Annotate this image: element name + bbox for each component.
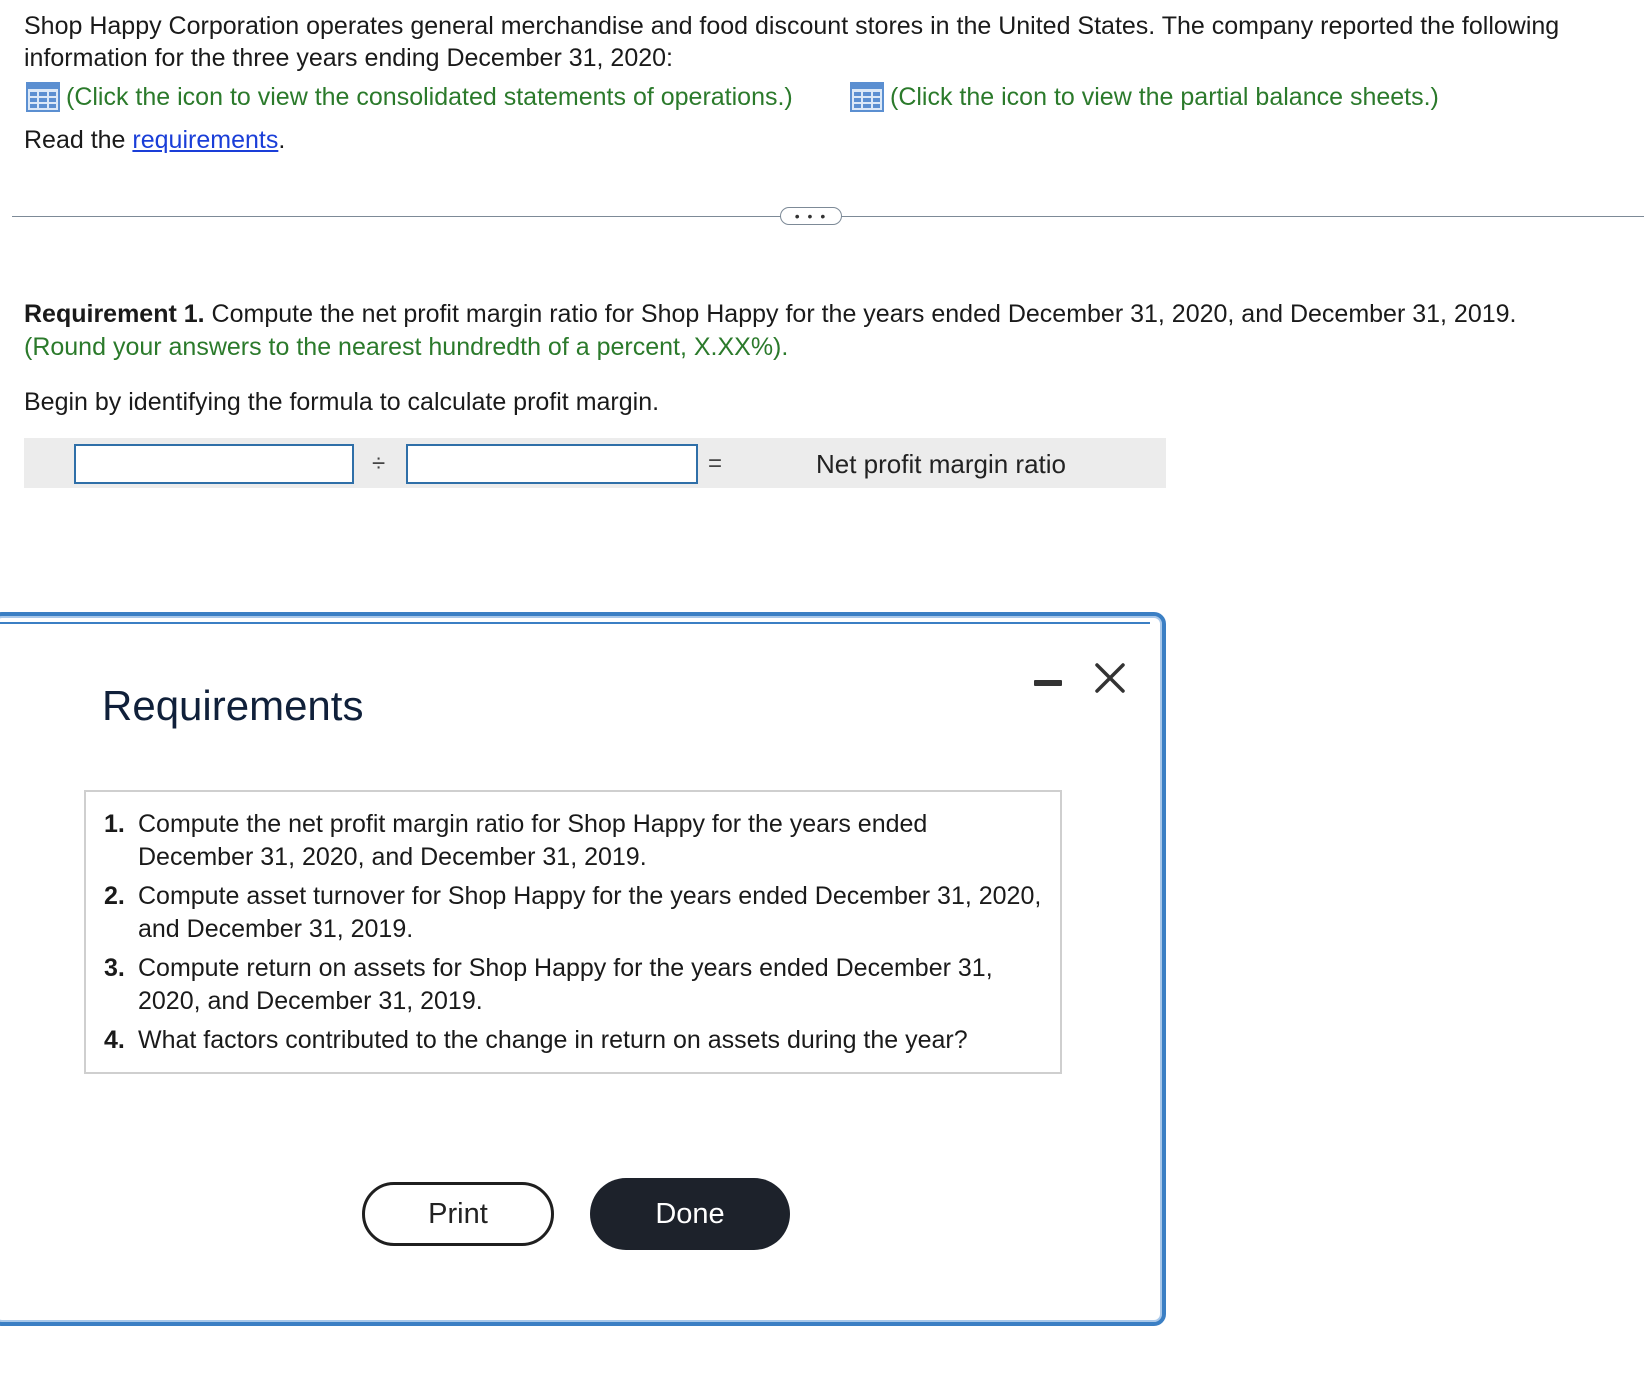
formula-denominator-input[interactable] bbox=[406, 444, 698, 484]
close-button[interactable] bbox=[1092, 660, 1128, 696]
list-item bbox=[104, 1024, 1042, 1057]
read-prefix: Read the bbox=[24, 126, 133, 154]
requirements-modal bbox=[0, 612, 1166, 1326]
done-button[interactable]: Done bbox=[590, 1178, 790, 1250]
list-item-text: What factors contributed to the change in return on assets during the year? bbox=[138, 1026, 968, 1054]
requirement-1-body: Compute the net profit margin ratio for Shop Happy for the years ended December 31, 2020, and December 31, 2019. bbox=[204, 300, 1517, 328]
list-item-text: Compute asset turnover for Shop Happy for the years ended December 31, 2020, and December 31, 2019. bbox=[138, 882, 1042, 943]
expand-more-button[interactable]: • • • bbox=[780, 207, 842, 225]
list-item-number: 1. bbox=[104, 810, 125, 838]
intro-text: Shop Happy Corporation operates general merchandise and food discount stores in the United States. The company reported the following information for the three years ending December 31, 2020: bbox=[24, 12, 1560, 72]
list-item bbox=[104, 880, 1042, 946]
list-item-number: 4. bbox=[104, 1026, 125, 1054]
equals-symbol: = bbox=[708, 450, 723, 477]
requirements-list bbox=[104, 808, 1042, 1057]
rounding-instruction: (Round your answers to the nearest hundredth of a percent, X.XX%). bbox=[24, 333, 789, 361]
requirement-1-text bbox=[24, 298, 1634, 364]
operations-link-text[interactable]: (Click the icon to view the consolidated statements of operations.) bbox=[66, 82, 793, 111]
read-requirements-line bbox=[24, 126, 285, 155]
list-item-text: Compute the net profit margin ratio for Shop Happy for the years ended December 31, 2020, and December 31, 2019. bbox=[138, 810, 928, 871]
list-item-number: 2. bbox=[104, 882, 125, 910]
minimize-icon[interactable] bbox=[1034, 680, 1062, 686]
list-item-text: Compute return on assets for Shop Happy for the years ended December 31, 2020, and December 31, 2019. bbox=[138, 954, 993, 1015]
divide-symbol: ÷ bbox=[372, 450, 386, 477]
balance-sheets-link-text[interactable]: (Click the icon to view the partial balance sheets.) bbox=[890, 82, 1439, 111]
list-item bbox=[104, 952, 1042, 1018]
minimize-button[interactable] bbox=[1032, 666, 1062, 696]
formula-row bbox=[24, 438, 1166, 488]
table-grid-icon[interactable] bbox=[26, 82, 60, 112]
print-button[interactable]: Print bbox=[362, 1182, 554, 1246]
requirements-link[interactable]: requirements bbox=[132, 126, 279, 154]
formula-numerator-input[interactable] bbox=[74, 444, 354, 484]
requirement-1-label: Requirement 1. bbox=[24, 300, 205, 328]
balance-sheets-link[interactable] bbox=[850, 82, 1439, 112]
modal-title: Requirements bbox=[102, 682, 364, 729]
formula-result-label: Net profit margin ratio bbox=[816, 449, 1066, 479]
modal-top-border-line bbox=[0, 622, 1150, 624]
table-grid-icon[interactable] bbox=[850, 82, 884, 112]
list-item bbox=[104, 808, 1042, 874]
read-suffix: . bbox=[278, 126, 286, 154]
begin-instruction: Begin by identifying the formula to calculate profit margin. bbox=[24, 388, 660, 416]
list-item-number: 3. bbox=[104, 954, 125, 982]
close-icon[interactable] bbox=[1092, 660, 1128, 696]
operations-statement-link[interactable] bbox=[26, 82, 793, 112]
requirements-list-box bbox=[84, 790, 1062, 1074]
